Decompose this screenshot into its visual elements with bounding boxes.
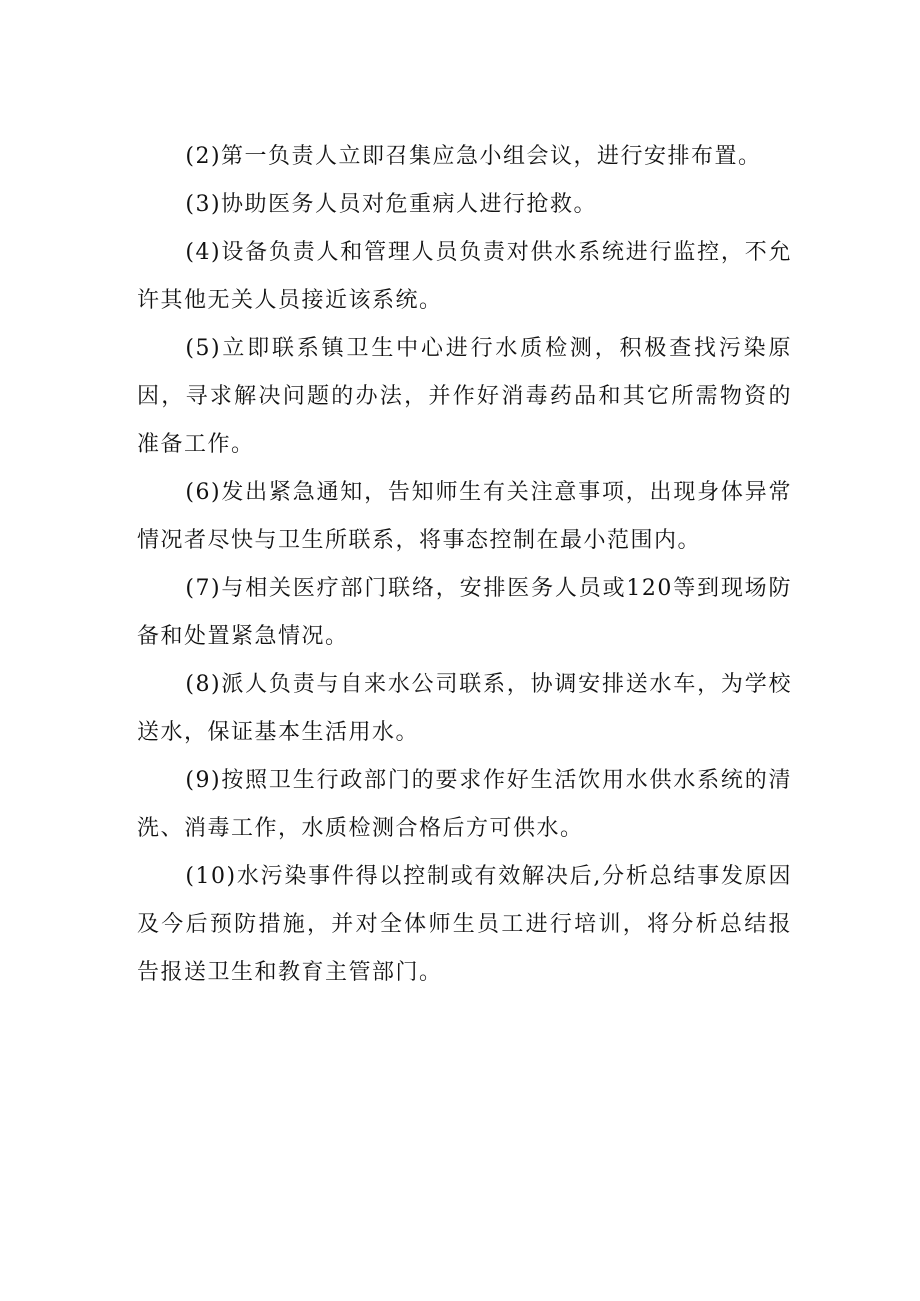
document-body [137, 133, 792, 997]
paragraph-step-6: (6)发出紧急通知，告知师生有关注意事项，出现身体异常情况者尽快与卫生所联系，将事态控制在最小范围内。 [137, 480, 792, 553]
paragraph-step-4: (4)设备负责人和管理人员负责对供水系统进行监控，不允许其他无关人员接近该系统。 [137, 240, 792, 313]
paragraph-step-8: (8)派人负责与自来水公司联系，协调安排送水车，为学校送水，保证基本生活用水。 [137, 672, 792, 745]
paragraph-step-2: (2)第一负责人立即召集应急小组会议，进行安排布置。 [185, 144, 762, 169]
paragraph-step-5: (5)立即联系镇卫生中心进行水质检测，积极查找污染原因，寻求解决问题的办法，并作好消毒药品和其它所需物资的准备工作。 [137, 336, 792, 457]
paragraph-step-9: (9)按照卫生行政部门的要求作好生活饮用水供水系统的清洗、消毒工作，水质检测合格后方可供水。 [137, 768, 792, 841]
paragraph-step-3: (3)协助医务人员对危重病人进行抢救。 [185, 192, 598, 217]
paragraph-step-7: (7)与相关医疗部门联络，安排医务人员或120等到现场防备和处置紧急情况。 [137, 576, 792, 649]
paragraph-step-10: (10)水污染事件得以控制或有效解决后,分析总结事发原因及今后预防措施，并对全体师生员工进行培训，将分析总结报告报送卫生和教育主管部门。 [137, 864, 792, 985]
